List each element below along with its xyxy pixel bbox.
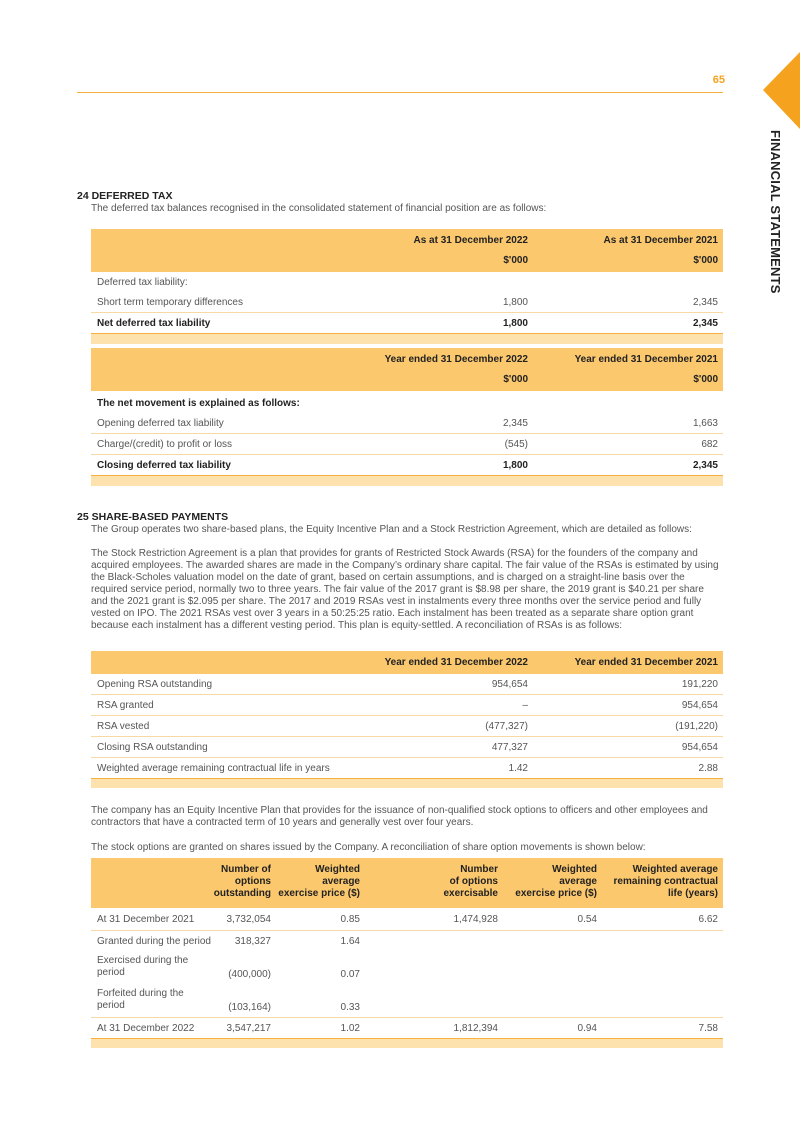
stock-restriction-paragraph: The Stock Restriction Agreement is a plan that provides for grants of Restricted Stock Awards (RSA) for the founders of the company and acquired employees. The awarded shares are made in the Company’s ordinary share capital. The fair value of the RSAs is estimated by using the Black-Scholes valuation model on the date of grant, based on certain assumptions, and is charged on a straight-line basis over the required service period, normally two to three years. The fair value of the 2017 grant is $8.98 per share, the 2019 grant is $40.21 per share and the 2021 grant is $2.095 per share. The 2017 and 2019 RSAs vest in instalments every three months over the service period and fully vested on IPO. The 2021 RSAs vest over 3 years in a 50:25:25 ratio. Each instalment has been treated as a separate share option grant because each instalment has a different vesting period. This plan is equity-settled. A reconciliation of RSAs is as follows:: [91, 548, 719, 631]
page-number: 65: [712, 74, 725, 86]
table-footer-band: [91, 334, 723, 344]
deferred-tax-balance-table: [91, 229, 723, 344]
table-row: Weighted average remaining contractual life in years 1.42 2.88: [91, 758, 723, 779]
column-header: Weighted average remaining contractual life (years): [613, 864, 718, 899]
table-units-row: [91, 368, 723, 391]
table-total-row: Closing deferred tax liability 1,800 2,345: [91, 455, 723, 476]
table-row: Granted during the period 318,327 1.64: [97, 936, 360, 947]
column-header: Year ended 31 December 2021: [574, 657, 718, 668]
column-header: Weighted average exercise price ($): [515, 864, 597, 899]
table-row: Opening RSA outstanding 954,654 191,220: [91, 674, 723, 695]
table-header-row: [91, 348, 723, 368]
rsa-reconciliation-table: [91, 651, 723, 788]
table-row: At 31 December 2022 3,547,217 1.02 1,812,394 0.94 7.58: [97, 1023, 718, 1034]
table-row: Charge/(credit) to profit or loss (545) 682: [91, 434, 723, 455]
table-row: Exercised during the period (400,000) 0.07: [97, 955, 360, 980]
table-row: Opening deferred tax liability 2,345 1,663: [91, 413, 723, 434]
deferred-tax-intro: The deferred tax balances recognised in the consolidated statement of financial position are as follows:: [91, 203, 547, 214]
table-header-row: [91, 858, 723, 908]
column-unit: $'000: [503, 374, 528, 385]
share-options-intro: The stock options are granted on shares issued by the Company. A reconciliation of share option movements is shown below:: [91, 842, 646, 853]
table-total-row: Net deferred tax liability 1,800 2,345: [91, 313, 723, 334]
table-row: RSA granted – 954,654: [91, 695, 723, 716]
equity-incentive-paragraph: The company has an Equity Incentive Plan that provides for the issuance of non-qualified stock options to officers and other employees and contractors that have a contracted term of 10 years and generally vest over four years.: [91, 805, 708, 828]
table-row: Forfeited during the period (103,164) 0.33: [91, 984, 723, 1018]
column-unit: $'000: [693, 374, 718, 385]
table-footer-band: [91, 779, 723, 788]
column-header: As at 31 December 2021: [603, 235, 718, 246]
section-title-share-based-payments: 25 SHARE-BASED PAYMENTS: [77, 511, 229, 523]
table-row: Short term temporary differences 1,800 2,345: [91, 292, 723, 313]
header-rule: [77, 92, 723, 93]
section-side-label: [766, 120, 800, 294]
section-title-deferred-tax: 24 DEFERRED TAX: [77, 190, 173, 202]
column-header: Weighted average exercise price ($): [278, 864, 360, 899]
deferred-tax-movement-table: [91, 348, 723, 486]
table-row: RSA vested (477,327) (191,220): [91, 716, 723, 737]
table-footer-band: [91, 1038, 723, 1048]
column-header: As at 31 December 2022: [413, 235, 528, 246]
column-header: Number of options exercisable: [443, 864, 498, 899]
table-footer-band: [91, 476, 723, 486]
column-header: Year ended 31 December 2022: [384, 657, 528, 668]
table-header-row: [91, 651, 723, 674]
share-based-intro: The Group operates two share-based plans, the Equity Incentive Plan and a Stock Restriction Agreement, which are detailed as follows:: [91, 524, 692, 535]
section-side-label-text: FINANCIAL STATEMENTS: [768, 130, 783, 294]
column-unit: $'000: [693, 255, 718, 266]
table-subheading-row: The net movement is explained as follows:: [97, 398, 300, 409]
column-header: Number of options outstanding: [213, 864, 271, 899]
column-header: Year ended 31 December 2021: [574, 354, 718, 365]
table-row: Deferred tax liability:: [97, 277, 188, 288]
share-options-table: [91, 858, 723, 1048]
table-units-row: [91, 249, 723, 272]
column-unit: $'000: [503, 255, 528, 266]
table-header-row: [91, 229, 723, 249]
corner-tab-decoration: [763, 52, 800, 129]
table-row: At 31 December 2021 3,732,054 0.85 1,474,928 0.54 6.62: [91, 908, 723, 931]
table-row: Closing RSA outstanding 477,327 954,654: [91, 737, 723, 758]
column-header: Year ended 31 December 2022: [384, 354, 528, 365]
